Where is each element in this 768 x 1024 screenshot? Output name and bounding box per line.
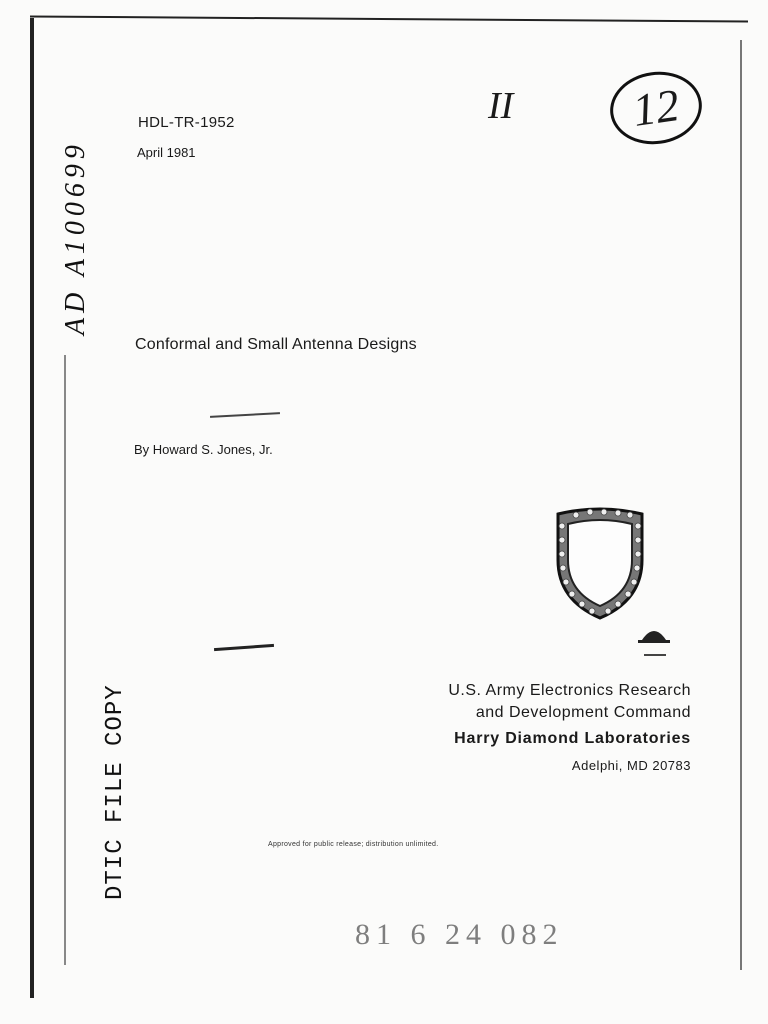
release-statement: Approved for public release; distribution unlimited. [268,841,439,848]
shield-insignia-icon [552,506,648,620]
right-margin-line [740,40,742,970]
left-inner-line [64,355,66,965]
report-number: HDL-TR-1952 [138,114,235,131]
left-margin-line [30,18,34,998]
author-line: By Howard S. Jones, Jr. [134,442,273,457]
report-date: April 1981 [137,145,196,160]
organization-line-1: U.S. Army Electronics Research [448,682,691,699]
circled-number: 12 [605,66,706,150]
stray-mark [210,412,280,418]
laboratory-address: Adelphi, MD 20783 [571,758,691,773]
document-title: Conformal and Small Antenna Designs [135,336,417,353]
top-margin-line [30,15,748,22]
handwritten-mark: II [488,85,514,127]
dtic-file-copy-stamp: DTIC FILE COPY [102,684,129,900]
emblem-detail-icon [630,610,678,664]
stray-mark-2 [214,644,274,651]
laboratory-name: Harry Diamond Laboratories [454,730,691,747]
bottom-stamp-number: 81 6 24 082 [355,918,564,951]
ad-number-stamp: AD A100699 [60,140,91,335]
organization-line-2: and Development Command [475,704,691,721]
